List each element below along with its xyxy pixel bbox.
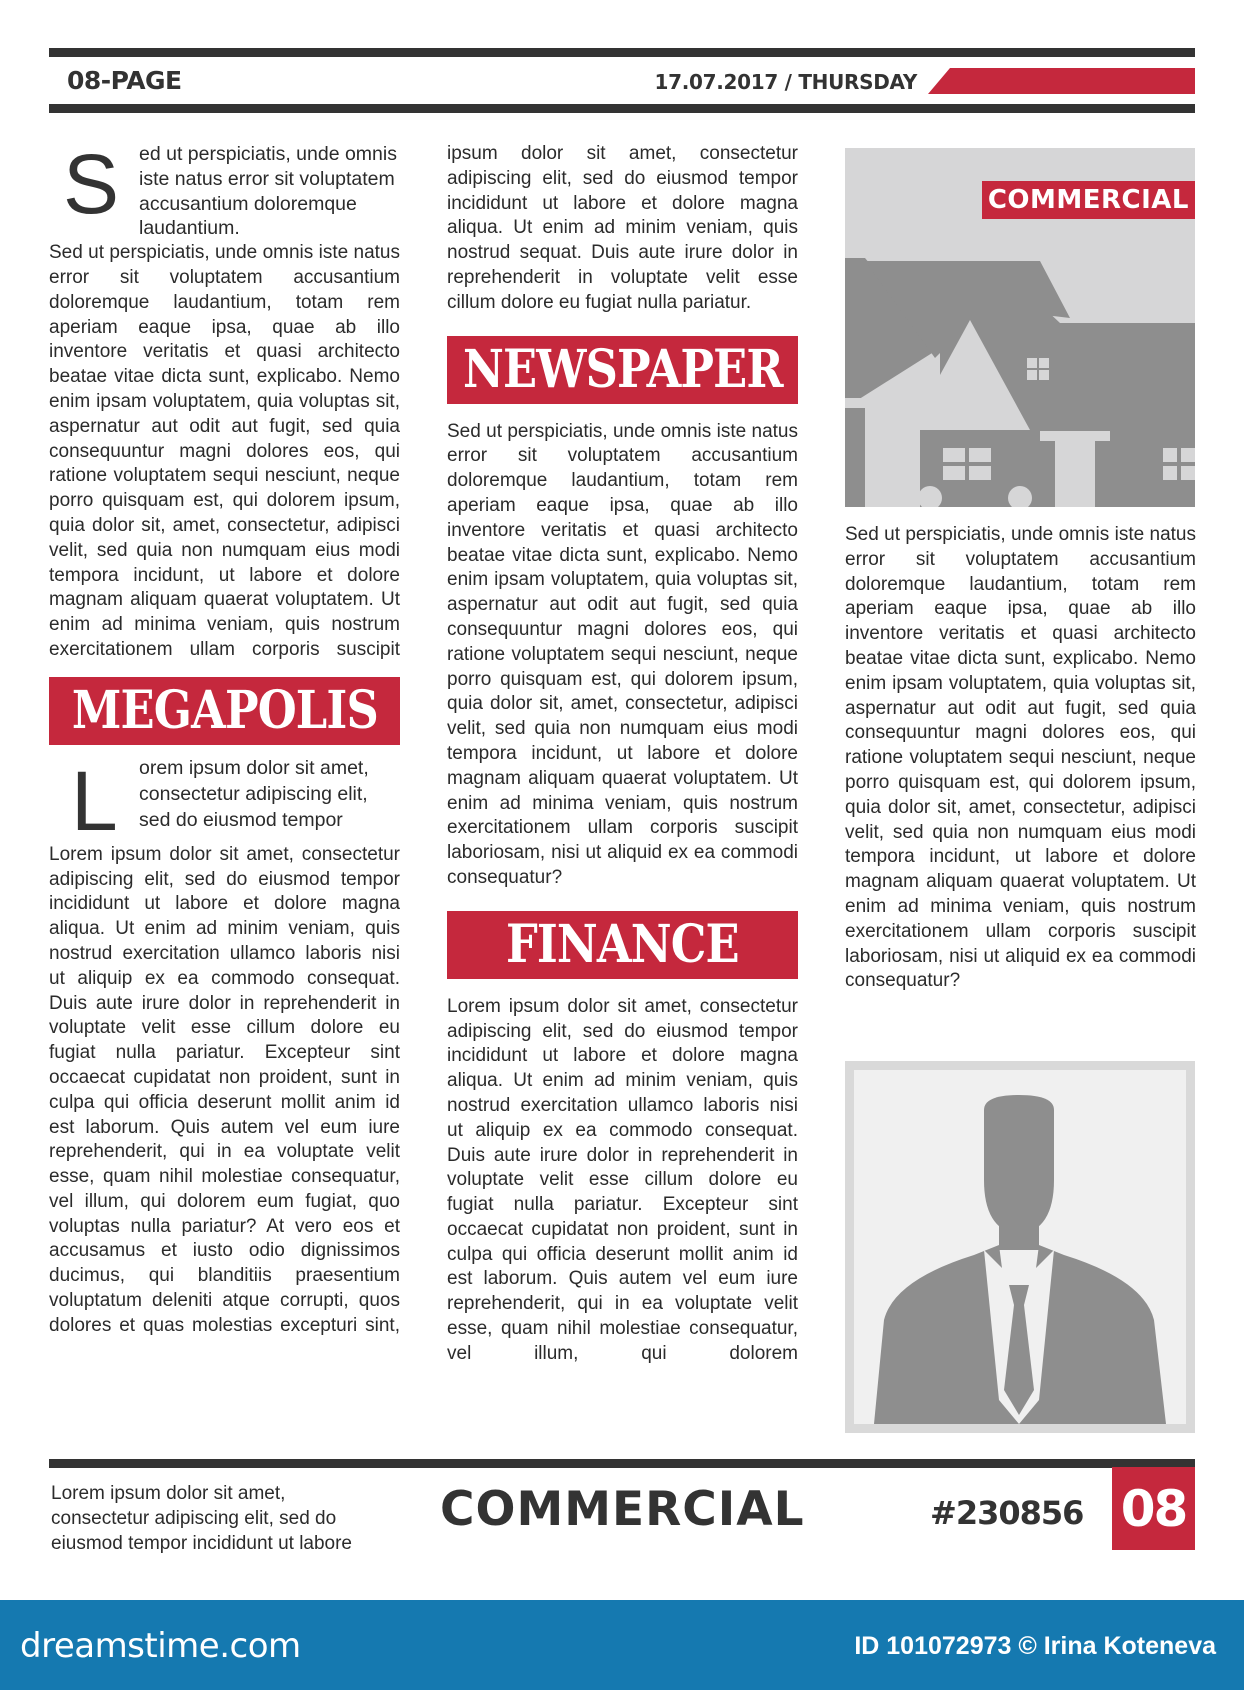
headline-finance bbox=[447, 911, 798, 979]
dropcap-paragraph bbox=[49, 137, 400, 241]
article-body: Lorem ipsum dolor sit amet, consectetur adipiscing elit, sed do eiusmod tempor incididunt ut labore et dolore magna aliqua. Ut enim ad minim veniam, quis nostrud exercitation ullamco laboris nisi ut aliquip ex ea commodo consequat. Duis aute irure dolor in reprehenderit in voluptate velit esse cillum dolore eu fugiat nulla pariatur. Excepteur sint occaecat cupidatat non proident, sunt in culpa qui officia deserunt mollit anim id est laborum. Quis autem vel eum iure reprehenderit, qui in ea voluptate velit esse, quam nihil molestiae consequatur, vel illum, qui dolorem eum fugiat, quo voluptas nulla pariatur? At vero eos et accusamus et iusto odio dignissimos ducimus, qui blanditiis praesentium voluptatum deleniti atque corrupti, quos dolores et quas molestias excepturi sint, bbox=[49, 843, 400, 1336]
dropcap-text: ed ut perspiciatis, unde omnis iste natus error sit voluptatem accusantium doloremque laudantium. bbox=[139, 143, 397, 240]
footer-blurb-line: consectetur adipiscing elit, sed do bbox=[51, 1508, 337, 1529]
house-illustration bbox=[845, 148, 1195, 507]
page-number-badge: 08 bbox=[1112, 1467, 1195, 1550]
headline-text: MEGAPOLIS bbox=[71, 680, 378, 742]
person-silhouette-icon bbox=[854, 1070, 1186, 1424]
header-accent-stripe bbox=[928, 68, 1195, 94]
footer-rule bbox=[49, 1459, 1195, 1468]
dreamstime-logo: dreamstime.com bbox=[20, 1626, 301, 1666]
headline-text: FINANCE bbox=[506, 914, 739, 976]
article-body: Lorem ipsum dolor sit amet, consectetur adipiscing elit, sed do eiusmod tempor incididunt ut labore et dolore magna aliqua. Ut enim ad minim veniam, quis nostrud exercitation ullamco laboris nisi ut aliquip ex ea commodo consequat. Duis aute irure dolor in reprehenderit in voluptate velit esse cillum dolore eu fugiat nulla pariatur. Excepteur sint occaecat cupidatat non proident, sunt in culpa qui officia deserunt mollit anim id est laborum. Quis autem vel eum iure reprehenderit, qui in ea voluptate velit esse, quam nihil molestiae consequatur, vel illum, qui dolorem bbox=[447, 995, 798, 1364]
article-body: Sed ut perspiciatis, unde omnis iste natus error sit voluptatem accusantium doloremque laudantium, totam rem aperiam eaque ipsa, quae ab illo inventore veritatis et quasi architecto beatae vitae dicta sunt, explicabo. Nemo enim ipsam voluptatem, quia voluptas sit, aspernatur aut odit aut fugit, sed quia consequuntur magni dolores eos, qui ratione voluptatem sequi nesciunt, neque porro quisquam est, qui dolorem ipsum, quia dolor sit, amet, consectetur, adipisci velit, sed quia non numquam eius modi tempora incidunt, ut labore et dolore magnam aliquam quaerat voluptatem. Ut enim ad minima veniam, quis nostrum exercitationem ullam corporis suscipit laboriosam, nisi ut aliquid ex ea commodi consequatur? bbox=[447, 420, 798, 888]
issue-date: 17.07.2017 / THURSDAY bbox=[654, 70, 917, 94]
header-bottom-rule bbox=[49, 104, 1195, 113]
article-body: Sed ut perspiciatis, unde omnis iste natus error sit voluptatem accusantium doloremque laudantium, totam rem aperiam eaque ipsa, quae ab illo inventore veritatis et quasi architecto beatae vitae dicta sunt, explicabo. Nemo enim ipsam voluptatem, quia voluptas sit, aspernatur aut odit aut fugit, sed quia consequuntur magni dolores eos, qui ratione voluptatem sequi nesciunt, neque porro quisquam est, qui dolorem ipsum, quia dolor sit, amet, consectetur, adipisci velit, sed quia non numquam eius modi tempora incidunt, ut labore et dolore magnam aliquam quaerat voluptatem. Ut enim ad minima veniam, quis nostrum exercitationem ullam corporis suscipit bbox=[49, 242, 400, 660]
top-rule bbox=[49, 48, 1195, 57]
article-body: Sed ut perspiciatis, unde omnis iste natus error sit voluptatem accusantium doloremque laudantium, totam rem aperiam eaque ipsa, quae ab illo inventore veritatis et quasi architecto beatae vitae dicta sunt, explicabo. Nemo enim ipsam voluptatem, quia voluptas sit, aspernatur aut odit aut fugit, sed quia consequuntur magni dolores eos, qui ratione voluptatem sequi nesciunt, neque porro quisquam est, qui dolorem ipsum, quia dolor sit, amet, consectetur, adipisci velit, sed quia non numquam eius modi tempora incidunt, ut labore et dolore magnam aliquam quaerat voluptatem. Ut enim ad minima veniam, quis nostrum exercitationem ullam corporis suscipit laboriosam, nisi ut aliquid ex ea commodi consequatur? bbox=[845, 524, 1196, 992]
commercial-tag: COMMERCIAL bbox=[982, 181, 1195, 219]
issue-number: #230856 bbox=[930, 1494, 1084, 1532]
image-credit: ID 101072973 © Irina Koteneva bbox=[854, 1632, 1216, 1660]
dropcap: L bbox=[71, 753, 118, 848]
footer-blurb-line: eiusmod tempor incididunt ut labore bbox=[51, 1533, 353, 1554]
headline-newspaper bbox=[447, 336, 798, 404]
portrait-placeholder bbox=[845, 1061, 1195, 1433]
footer-blurb bbox=[51, 1481, 352, 1556]
article-body: ipsum dolor sit amet, consectetur adipiscing elit, sed do eiusmod tempor incididunt ut labore et dolore magna aliqua. Ut enim ad minim veniam, quis nostrud sequat. Duis aute irure dolor in reprehenderit in voluptate velit esse cillum dolore eu fugiat nulla pariatur. bbox=[447, 143, 798, 313]
dropcap: S bbox=[63, 137, 120, 231]
dropcap-paragraph bbox=[49, 753, 400, 848]
footer-section-title: COMMERCIAL bbox=[440, 1482, 805, 1537]
column-3 bbox=[845, 523, 1196, 994]
column-1 bbox=[49, 137, 400, 1339]
dropcap-text: orem ipsum dolor sit amet, consectetur adipiscing elit, sed do eiusmod tempor bbox=[139, 756, 369, 831]
page-label: 08-PAGE bbox=[67, 66, 182, 95]
footer-blurb-line: Lorem ipsum dolor sit amet, bbox=[51, 1483, 286, 1504]
headline-text: NEWSPAPER bbox=[462, 339, 783, 401]
watermark-banner bbox=[0, 1600, 1244, 1690]
column-2 bbox=[447, 142, 798, 1367]
headline-megapolis bbox=[49, 677, 400, 745]
